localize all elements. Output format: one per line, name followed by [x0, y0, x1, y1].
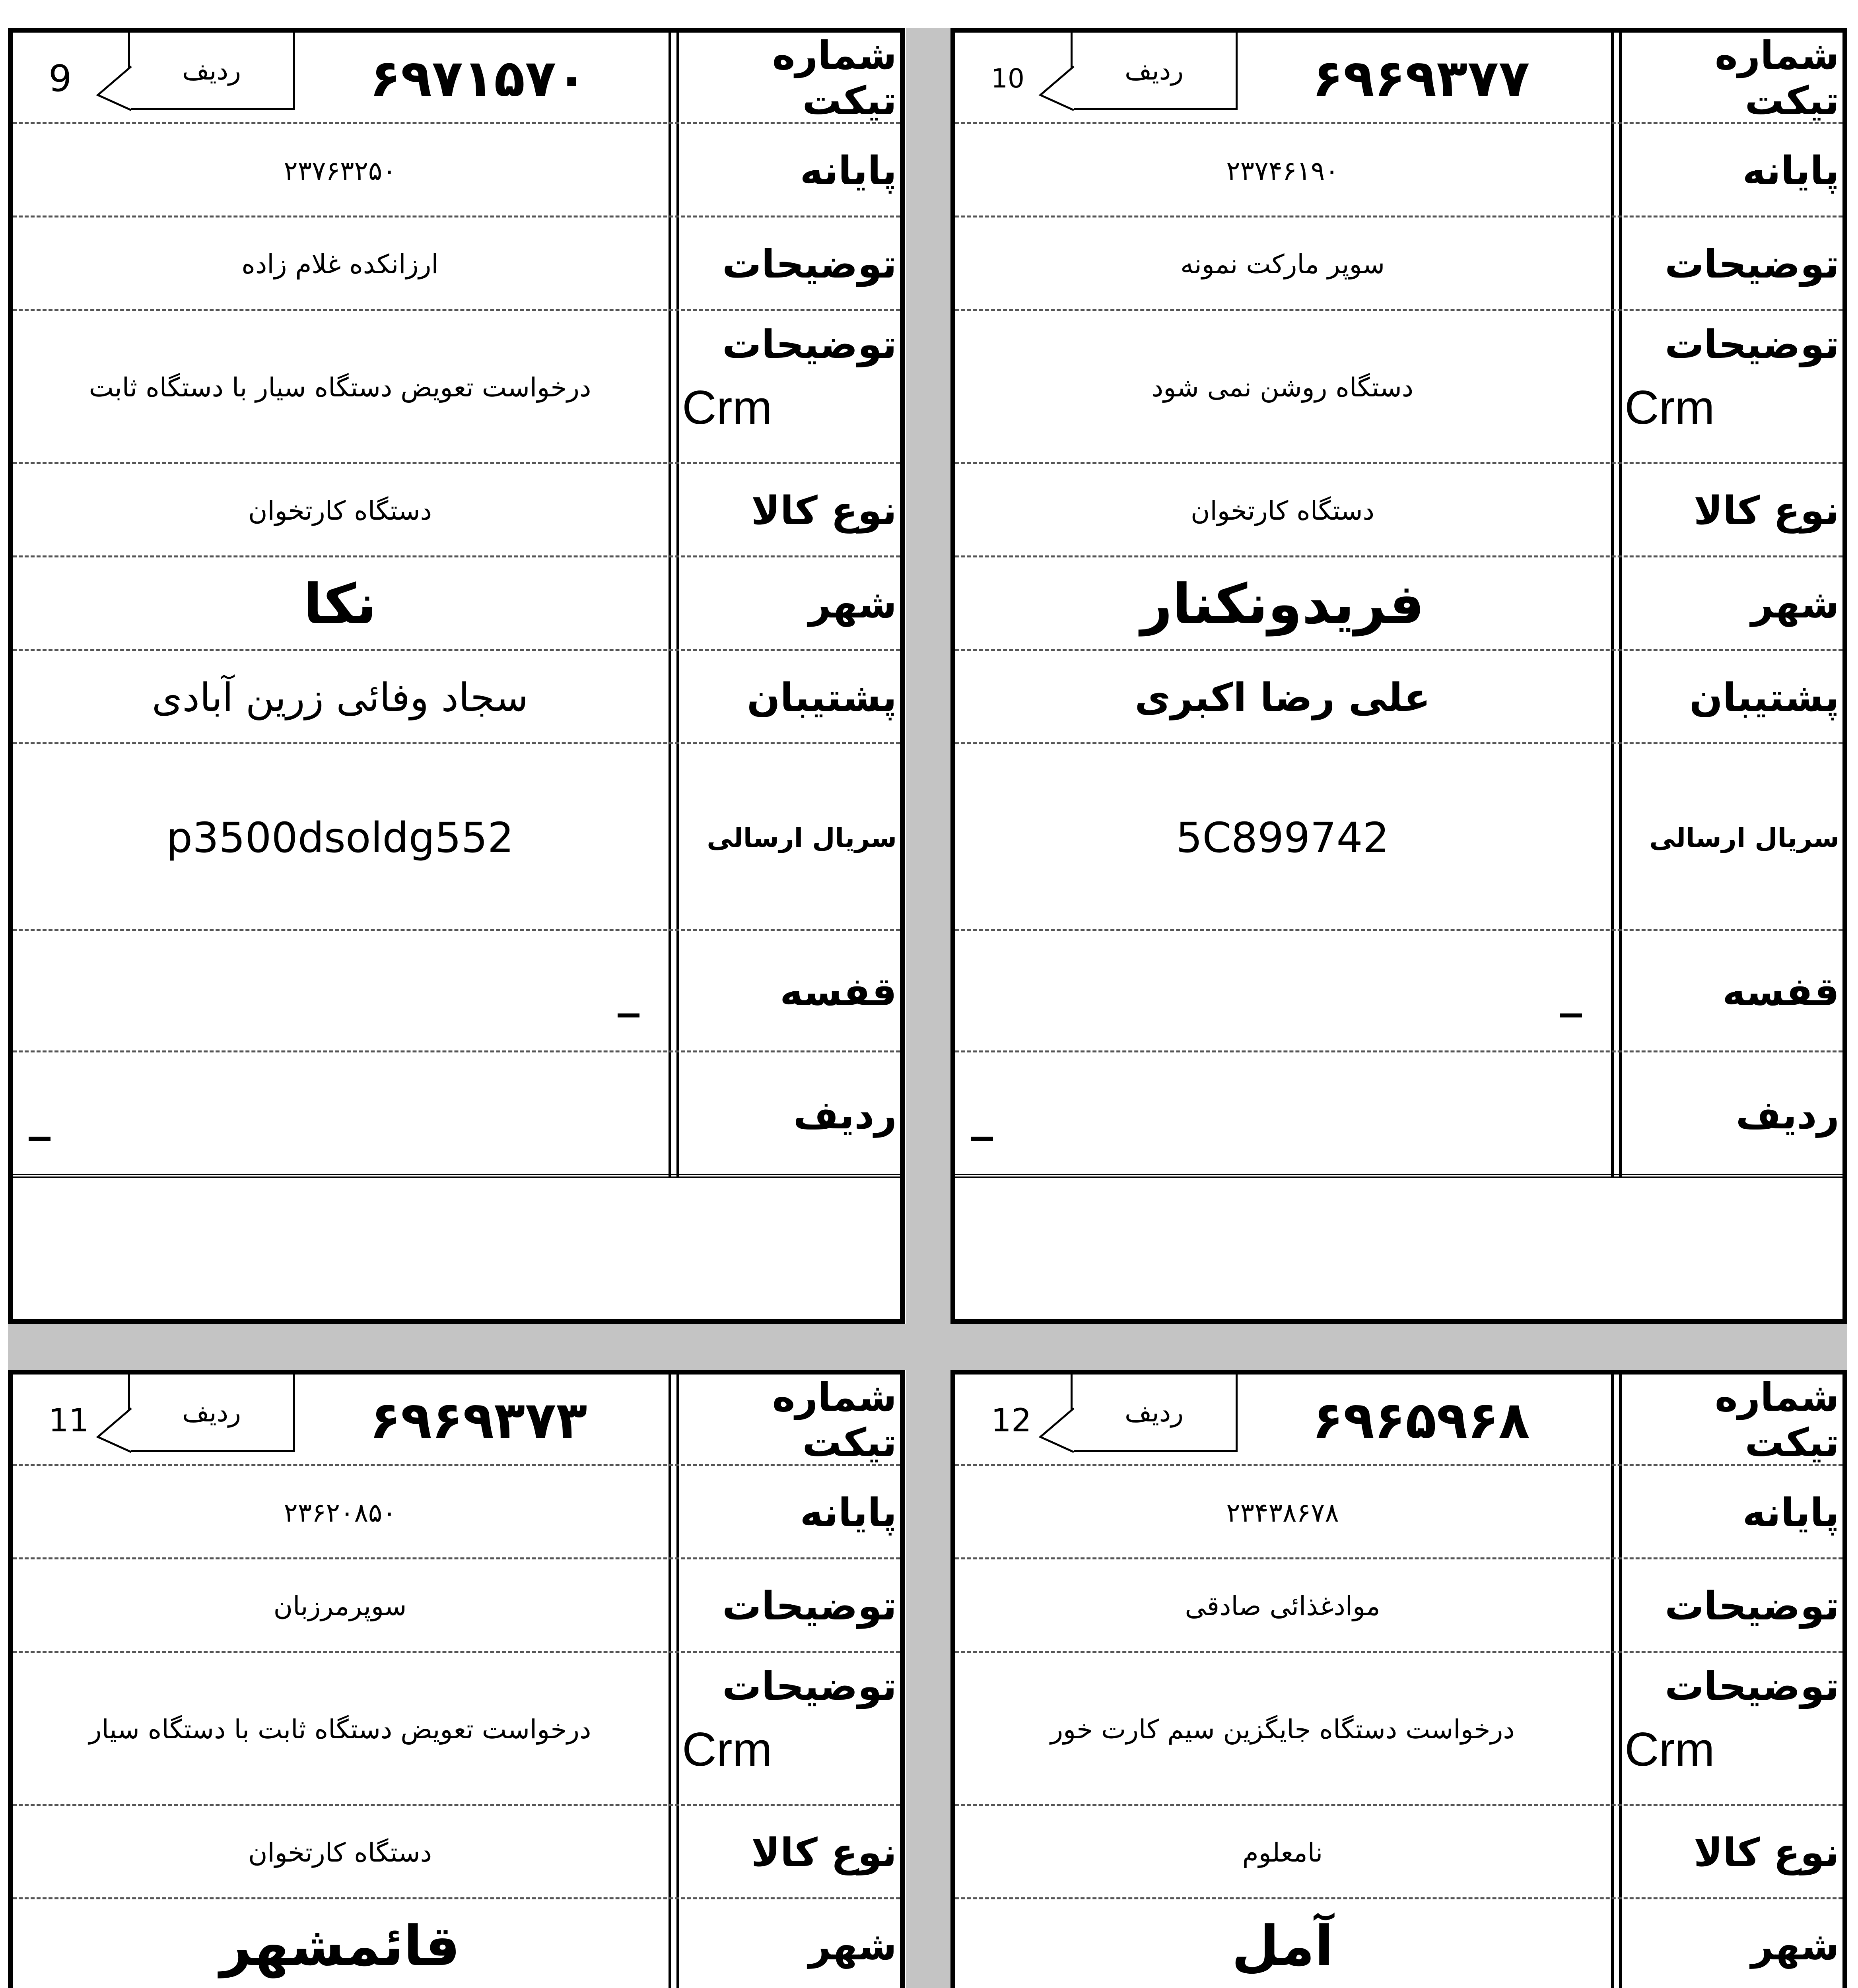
label-desc-crm-text: توضیحات — [722, 322, 897, 367]
item-type-value: نامعلوم — [1242, 1837, 1323, 1868]
row-desc — [13, 217, 900, 311]
label-desc: توضیحات — [1665, 1583, 1839, 1629]
label-crm: Crm — [1625, 1723, 1715, 1776]
row-crm — [955, 1653, 1842, 1806]
row-city — [955, 1899, 1842, 1988]
row-item-type — [955, 464, 1842, 557]
row-supporter — [955, 651, 1842, 744]
label-desc-crm — [682, 311, 897, 464]
item-type-value: دستگاه کارتخوان — [248, 495, 432, 526]
row-item-type — [13, 464, 900, 557]
label-terminal: پایانه — [1742, 1490, 1839, 1536]
terminal-value: ۲۳۷۴۶۱۹۰ — [1226, 155, 1339, 186]
vertical-separator — [906, 28, 950, 1988]
label-crm: Crm — [1625, 381, 1715, 435]
row-ticket — [955, 33, 1842, 124]
row-index: 12 — [991, 1402, 1032, 1439]
supporter-value: سجاد وفائی زرین آبادی — [152, 675, 529, 720]
cage-value: _ — [618, 966, 639, 1017]
label-desc: توضیحات — [722, 1583, 897, 1629]
terminal-value: ۲۳۶۲۰۸۵۰ — [284, 1497, 396, 1528]
crm-desc-value: درخواست تعویض دستگاه سیار با دستگاه ثابت — [89, 372, 591, 403]
terminal-value: ۲۳۴۳۸۶۷۸ — [1226, 1497, 1339, 1528]
label-crm: Crm — [682, 1723, 772, 1776]
label-terminal: پایانه — [800, 1490, 897, 1536]
label-supporter: پشتیبان — [747, 675, 897, 720]
city-value: آمل — [1232, 1914, 1333, 1978]
label-item-type: نوع کالا — [751, 488, 897, 534]
terminal-value: ۲۳۷۶۳۲۵۰ — [284, 155, 396, 186]
ticket-number: ۶۹۷۱۵۷۰ — [369, 49, 587, 108]
serial-value: 5C899742 — [1176, 813, 1389, 862]
row-value: _ — [971, 1089, 993, 1141]
row-terminal — [955, 1466, 1842, 1559]
radif-tag: ردیف — [128, 1375, 295, 1452]
label-item-type: نوع کالا — [1693, 1830, 1839, 1875]
supporter-value: علی رضا اکبری — [1135, 675, 1430, 720]
label-cage: قفسه — [780, 969, 897, 1015]
desc-value: موادغذائی صادقی — [1185, 1591, 1380, 1621]
label-item-type: نوع کالا — [1693, 488, 1839, 534]
row-cage — [955, 931, 1842, 1052]
label-terminal: پایانه — [1742, 148, 1839, 194]
cage-value: _ — [1560, 966, 1582, 1017]
crm-desc-value: درخواست تعویض دستگاه ثابت با دستگاه سیار — [89, 1714, 591, 1745]
crm-desc-value: درخواست دستگاه جایگزین سیم کارت خور — [1050, 1714, 1515, 1745]
radif-tag: ردیف — [128, 33, 295, 110]
row-index: 10 — [991, 63, 1024, 94]
row-desc — [955, 217, 1842, 311]
label-city: شهر — [808, 581, 897, 627]
row-item-type — [955, 1806, 1842, 1899]
row-terminal — [13, 1466, 900, 1559]
row-terminal — [13, 124, 900, 217]
label-row: ردیف — [793, 1092, 897, 1138]
label-city: شهر — [808, 1923, 897, 1969]
label-serial: سریال ارسالی — [1649, 822, 1839, 853]
ticket-card — [8, 1370, 905, 1988]
ticket-number: ۶۹۶۹۳۷۷ — [1312, 49, 1530, 108]
label-desc-crm-text: توضیحات — [722, 1664, 897, 1709]
label-desc-crm-text: توضیحات — [1665, 322, 1839, 367]
row-row — [955, 1052, 1842, 1178]
label-city: شهر — [1751, 1923, 1839, 1969]
label-desc: توضیحات — [722, 241, 897, 287]
radif-tag: ردیف — [1071, 1375, 1238, 1452]
label-ticket: شماره تیکت — [772, 1375, 897, 1466]
label-ticket: شماره تیکت — [772, 33, 897, 124]
item-type-value: دستگاه کارتخوان — [248, 1837, 432, 1868]
row-supporter — [13, 651, 900, 744]
double-divider — [955, 1174, 1842, 1178]
row-item-type — [13, 1806, 900, 1899]
city-value: فریدونکنار — [1141, 572, 1425, 636]
row-serial — [955, 744, 1842, 931]
ticket-card — [950, 28, 1847, 1324]
label-cage: قفسه — [1722, 969, 1839, 1015]
label-desc-crm — [1625, 1653, 1839, 1806]
label-item-type: نوع کالا — [751, 1830, 897, 1875]
item-type-value: دستگاه کارتخوان — [1191, 495, 1374, 526]
row-terminal — [955, 124, 1842, 217]
desc-value: ارزانکده غلام زاده — [241, 249, 439, 280]
row-serial — [13, 744, 900, 931]
horizontal-separator — [8, 1324, 1847, 1370]
label-ticket: شماره تیکت — [1714, 33, 1839, 124]
row-ticket — [955, 1375, 1842, 1466]
serial-value: p3500dsoldg552 — [166, 813, 514, 862]
row-city — [13, 557, 900, 651]
label-supporter: پشتیبان — [1689, 675, 1839, 720]
row-index: 9 — [49, 57, 72, 100]
desc-value: سوپر مارکت نمونه — [1180, 249, 1385, 280]
row-desc — [13, 1559, 900, 1653]
radif-tag-pointer — [1039, 66, 1075, 110]
desc-value: سوپرمرزبان — [273, 1591, 407, 1621]
row-ticket — [13, 33, 900, 124]
label-desc-crm-text: توضیحات — [1665, 1664, 1839, 1709]
radif-tag-pointer — [96, 66, 132, 110]
label-terminal: پایانه — [800, 148, 897, 194]
row-crm — [955, 311, 1842, 464]
ticket-number: ۶۹۶۵۹۶۸ — [1312, 1390, 1530, 1450]
row-desc — [955, 1559, 1842, 1653]
row-city — [13, 1899, 900, 1988]
row-crm — [13, 1653, 900, 1806]
city-value: نکا — [303, 572, 377, 636]
label-city: شهر — [1751, 581, 1839, 627]
city-value: قائمشهر — [220, 1914, 460, 1978]
double-divider — [13, 1174, 900, 1178]
row-crm — [13, 311, 900, 464]
label-desc-crm — [682, 1653, 897, 1806]
label-row: ردیف — [1736, 1092, 1839, 1138]
row-city — [955, 557, 1842, 651]
radif-tag: ردیف — [1071, 33, 1238, 110]
label-desc-crm — [1625, 311, 1839, 464]
row-row — [13, 1052, 900, 1178]
label-serial: سریال ارسالی — [707, 822, 897, 853]
crm-desc-value: دستگاه روشن نمی شود — [1151, 372, 1414, 403]
row-ticket — [13, 1375, 900, 1466]
label-ticket: شماره تیکت — [1714, 1375, 1839, 1466]
ticket-card — [950, 1370, 1847, 1988]
row-cage — [13, 931, 900, 1052]
ticket-card — [8, 28, 905, 1324]
radif-tag-pointer — [1039, 1408, 1075, 1452]
radif-tag-pointer — [96, 1408, 132, 1452]
label-desc: توضیحات — [1665, 241, 1839, 287]
ticket-number: ۶۹۶۹۳۷۳ — [369, 1390, 587, 1450]
row-value: _ — [29, 1089, 51, 1141]
label-crm: Crm — [682, 381, 772, 435]
row-index: 11 — [49, 1402, 89, 1439]
